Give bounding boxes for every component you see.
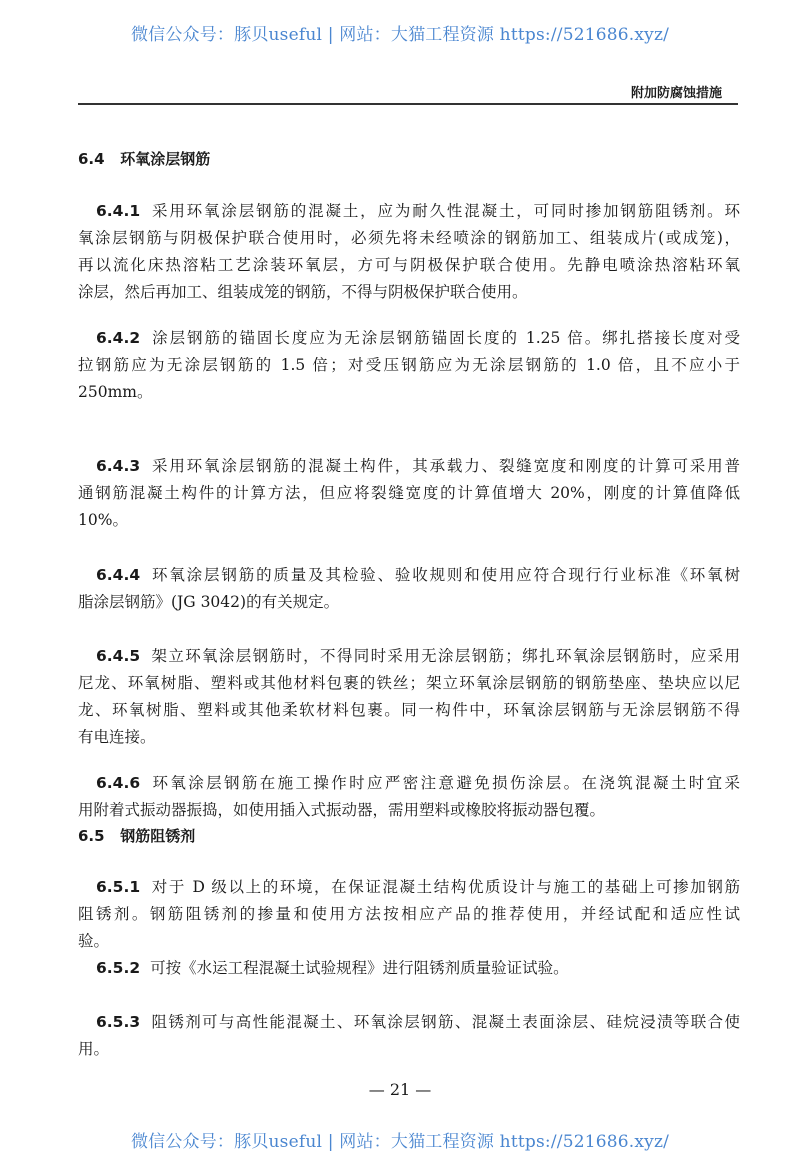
- clause-line: 阻锈剂。钢筋阻锈剂的掺量和使用方法按相应产品的推荐使用，并经试配和适应性试: [78, 905, 740, 923]
- section-title: 环氧涂层钢筋: [120, 150, 211, 168]
- clause-text: 涂层钢筋的锚固长度应为无涂层钢筋锚固长度的 1.25 倍。绑扎搭接长度对受: [150, 329, 740, 347]
- clause-line: [78, 325, 740, 352]
- clause-line: [78, 562, 740, 589]
- clause-number: 6.4.1: [96, 202, 141, 220]
- section-heading-6-4: [78, 148, 210, 169]
- clause-line: 涂层，然后再加工、组装成笼的钢筋，不得与阴极保护联合使用。: [78, 283, 528, 301]
- clause-text: 可按《水运工程混凝土试验规程》进行阻锈剂质量验证试验。: [150, 959, 569, 977]
- clause-line: 通钢筋混凝土构件的计算方法，但应将裂缝宽度的计算值增大 20%，刚度的计算值降低: [78, 484, 740, 502]
- running-header: 附加防腐蚀措施: [630, 86, 722, 101]
- clause-6-4-5: [78, 643, 740, 751]
- clause-line: [78, 874, 740, 901]
- clause-text: 阻锈剂可与高性能混凝土、环氧涂层钢筋、混凝土表面涂层、硅烷浸渍等联合使: [150, 1013, 740, 1031]
- watermark-bottom: 微信公众号：豚贝useful | 网站：大猫工程资源 https://521686.xyz/: [130, 1132, 670, 1152]
- clause-text: 环氧涂层钢筋在施工操作时应严密注意避免损伤涂层。在浇筑混凝土时宜采: [150, 774, 740, 792]
- section-number: 6.4: [78, 150, 105, 168]
- clause-6-4-1: [78, 198, 740, 306]
- section-heading-6-5: [78, 825, 195, 846]
- clause-line: 氧涂层钢筋与阴极保护联合使用时，必须先将未经喷涂的钢筋加工、组装成片(或成笼)，: [78, 229, 740, 247]
- clause-line: 尼龙、环氧树脂、塑料或其他材料包裹的铁丝；架立环氧涂层钢筋的钢筋垫座、垫块应以尼: [78, 674, 740, 692]
- clause-line: [78, 453, 740, 480]
- clause-6-5-1: [78, 874, 740, 955]
- clause-number: 6.4.4: [96, 566, 141, 584]
- clause-number: 6.4.3: [96, 457, 141, 475]
- clause-number: 6.5.1: [96, 878, 141, 896]
- page-number: — 21 —: [368, 1080, 432, 1099]
- clause-line: 250mm。: [78, 383, 153, 401]
- clause-line: 用附着式振动器振捣，如使用插入式振动器，需用塑料或橡胶将振动器包覆。: [78, 801, 606, 819]
- clause-line: 拉钢筋应为无涂层钢筋的 1.5 倍；对受压钢筋应为无涂层钢筋的 1.0 倍，且不应小于: [78, 356, 740, 374]
- clause-6-4-3: [78, 453, 740, 534]
- clause-line: 有电连接。: [78, 728, 156, 746]
- watermark-top: 微信公众号：豚贝useful | 网站：大猫工程资源 https://521686.xyz/: [130, 25, 670, 45]
- clause-line: [78, 643, 740, 670]
- clause-number: 6.5.2: [96, 959, 141, 977]
- clause-text: 采用环氧涂层钢筋的混凝土，应为耐久性混凝土，可同时掺加钢筋阻锈剂。环: [150, 202, 740, 220]
- header-rule: [78, 103, 738, 105]
- clause-number: 6.4.2: [96, 329, 141, 347]
- section-title: 钢筋阻锈剂: [120, 827, 196, 845]
- clause-6-5-2: [78, 955, 740, 982]
- clause-6-4-6: [78, 770, 740, 824]
- clause-line: 龙、环氧树脂、塑料或其他柔软材料包裹。同一构件中，环氧涂层钢筋与无涂层钢筋不得: [78, 701, 740, 719]
- clause-line: [78, 1009, 740, 1036]
- clause-6-5-3: [78, 1009, 740, 1063]
- clause-line: 用。: [78, 1040, 110, 1058]
- clause-line: [78, 770, 740, 797]
- clause-line: [78, 198, 740, 225]
- clause-text: 架立环氧涂层钢筋时，不得同时采用无涂层钢筋；绑扎环氧涂层钢筋时，应采用: [150, 647, 740, 665]
- clause-line: 脂涂层钢筋》(JG 3042)的有关规定。: [78, 593, 340, 611]
- clause-text: 环氧涂层钢筋的质量及其检验、验收规则和使用应符合现行行业标准《环氧树: [150, 566, 740, 584]
- clause-text: 采用环氧涂层钢筋的混凝土构件，其承载力、裂缝宽度和刚度的计算可采用普: [150, 457, 740, 475]
- clause-number: 6.5.3: [96, 1013, 141, 1031]
- section-number: 6.5: [78, 827, 105, 845]
- clause-line: 验。: [78, 932, 110, 950]
- clause-6-4-4: [78, 562, 740, 616]
- clause-line: 10%。: [78, 511, 128, 529]
- clause-number: 6.4.5: [96, 647, 141, 665]
- clause-line: [78, 955, 740, 982]
- clause-line: 再以流化床热溶粘工艺涂装环氧层，方可与阴极保护联合使用。先静电喷涂热溶粘环氧: [78, 256, 740, 274]
- clause-6-4-2: [78, 325, 740, 406]
- clause-text: 对于 D 级以上的环境，在保证混凝土结构优质设计与施工的基础上可掺加钢筋: [150, 878, 740, 896]
- clause-number: 6.4.6: [96, 774, 141, 792]
